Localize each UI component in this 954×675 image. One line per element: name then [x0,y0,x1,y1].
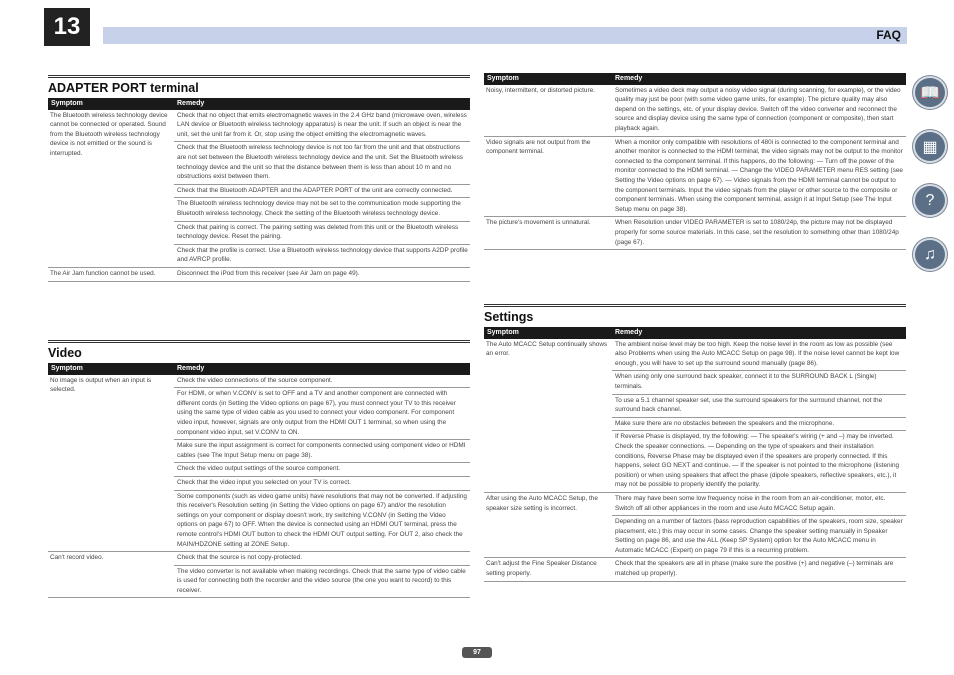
right-column [484,73,906,250]
table-row [48,110,470,142]
book-icon[interactable]: 📖 [913,76,947,109]
settings-table [484,327,906,582]
remedy-cell: Check the video output settings of the source component. [174,463,470,477]
remedy-cell: Check that the video input you selected on your TV is correct. [174,476,470,490]
remedy-cell: Some components (such as video game units) have resolutions that may not be converted. If adjusting this receiver's Resolution setting (in Setting the Video options on page 67) and/or the resolution settings on your component or display doesn't work, try switching V.CONV (in Setting the Video options on page 67) to OFF. When the device is connected using an HDMI OUT terminal, press the remote control's HDMI OUT button to check the HDMI OUT output setting. For OUT 2, also check the MAIN/HDZONE setting at ZONE Setup. [174,490,470,552]
remedy-cell: Depending on a number of factors (bass reproduction capabilities of the speakers, room size, speaker placement, etc.) this may occur in some cases. Change the speaker setting manually in Speaker Setting on page 86, and use the ALL (Keep SP System) option for the Auto MCACC menu in Automatic MCACC (Expert) on page 79 if this is a recurring problem. [612,516,906,558]
remedy-cell: The ambient noise level may be too high. Keep the noise level in the room as low as possible (see also Problems when using the Auto MCACC Setup on page 98). If the noise level cannot be kept low enough, you will have to set up the surround sound manually (page 86). [612,339,906,371]
left-column [48,75,470,282]
col-remedy: Remedy [174,98,470,110]
remedy-cell: When Resolution under VIDEO PARAMETER is set to 1080/24p, the picture may not be displayed properly for some source materials. In this case, set the resolution to something other than 1080/24p (page 67). [612,217,906,250]
table-row [484,558,906,581]
header-bar [103,27,907,44]
col-symptom: Symptom [48,363,174,375]
remedy-cell: Make sure there are no obstacles between the speakers and the microphone. [612,417,906,431]
symptom-cell: The picture's movement is unnatural. [484,217,612,250]
remedy-cell: Check that the speakers are all in phase (make sure the positive (+) and negative (–) terminals are matched up properly). [612,558,906,581]
table-row [48,552,470,566]
symptom-cell: The Bluetooth wireless technology device cannot be connected or operated. Sound from the Bluetooth wireless technology device is not emitted or the sound is interrupted. [48,110,174,268]
video-section-title: Video [48,340,470,360]
remedy-cell: Check that the source is not copy-protected. [174,552,470,566]
remedy-cell: If Reverse Phase is displayed, try the following: — The speaker's wiring (+ and –) may be inverted. Check the speaker connections. — Depending on the type of speakers and their installation conditions, Reverse Phase may be displayed even if the speakers are properly connected. If this happens, select GO NEXT and continue. — If the speaker is not pointed to the microphone (listening position) or when using speakers that affect the phase (dipole speakers, reflective speakers, etc.), it may not be possible to properly identify the polarity. [612,431,906,493]
video-column [48,340,470,598]
remedy-cell: There may have been some low frequency noise in the room from an air-conditioner, motor, etc. Switch off all other appliances in the room and use Auto MCACC Setup again. [612,492,906,515]
symptom-cell: No image is output when an input is selected. [48,375,174,552]
table-row [48,375,470,388]
col-remedy: Remedy [174,363,470,375]
table-row [484,217,906,250]
remedy-cell: Check that the Bluetooth wireless technology device is not too far from the unit and that obstructions are not set between the Bluetooth wireless technology device and the unit. Set the Bluetooth wireless technology device and the unit so that the distance between them is less than about 10 m and no obstructions exist between them. [174,142,470,184]
table-row [484,492,906,515]
chapter-number: 13 [44,8,90,46]
music-icon[interactable]: ♫ [913,238,947,271]
remedy-cell: Check the video connections of the source component. [174,375,470,388]
remedy-cell: For HDMI, or when V.CONV is set to OFF and a TV and another component are connected with different cords (in Setting the Video options on page 67), you must connect your TV to this receiver using the same type of video cable as you used to connect your video component. For component video input, however, signals are only output from the HDMI OUT 1 terminal, so when using the component video input, set V.CONV to ON. [174,388,470,440]
symptom-cell: After using the Auto MCACC Setup, the speaker size setting is incorrect. [484,492,612,558]
remedy-cell: To use a 5.1 channel speaker set, use the surround speakers for the surround channel, not the surround back channel. [612,394,906,417]
symptom-cell: The Air Jam function cannot be used. [48,267,174,281]
symptom-cell: Can't record video. [48,552,174,598]
help-icon[interactable]: ? [913,184,947,217]
remedy-cell: Check that no object that emits electromagnetic waves in the 2.4 GHz band (microwave oven, wireless LAN device or Bluetooth wireless technology apparatus) is near the unit. If such an object is near the unit, set the unit far from it. Or, stop using the object emitting the electromagnetic waves. [174,110,470,142]
video2-table [484,73,906,250]
col-symptom: Symptom [484,327,612,339]
table-row [484,85,906,136]
table-row [484,136,906,217]
remedy-cell: Disconnect the iPod from this receiver (see Air Jam on page 49). [174,267,470,281]
settings-section-title: Settings [484,304,906,324]
remedy-cell: When a monitor only compatible with resolutions of 480i is connected to the component terminal and another monitor is connected to the HDMI terminal, the video signals may not be output to the monitor connected to the component terminal. If this happens, do the following: — Turn off the power of the monitor connected to the HDMI terminal. — Change the VIDEO PARAMETER menu RES setting (see Setting the Video options on page 67). — Video signals from the HDMI terminal cannot be output to the component terminals. Input the video signals from the player or other source to the composite or component terminals. When using the component terminal, assign it at Input Setup (see The Input Setup menu on page 38). [612,136,906,217]
remedy-cell: Make sure the input assignment is correct for components connected using component video or HDMI cables (see The Input Setup menu on page 38). [174,440,470,463]
remedy-cell: The Bluetooth wireless technology device may not be set to the communication mode supporting the Bluetooth wireless technology. Check the setting of the Bluetooth wireless technology device. [174,198,470,221]
receiver-icon[interactable]: ▦ [913,130,947,163]
remedy-cell: Check that pairing is correct. The pairing setting was deleted from this unit or the Bluetooth wireless technology device. Reset the pairing. [174,221,470,244]
symptom-cell: Can't adjust the Fine Speaker Distance setting properly. [484,558,612,581]
remedy-cell: Check that the Bluetooth ADAPTER and the ADAPTER PORT of the unit are correctly connected. [174,184,470,198]
remedy-cell: When using only one surround back speaker, connect it to the SURROUND BACK L (Single) terminals. [612,371,906,394]
symptom-cell: Video signals are not output from the component terminal. [484,136,612,217]
col-symptom: Symptom [484,73,612,85]
symptom-cell: Noisy, intermittent, or distorted picture. [484,85,612,136]
table-row [484,339,906,371]
symptom-cell: The Auto MCACC Setup continually shows an error. [484,339,612,493]
adapter-section-title: ADAPTER PORT terminal [48,75,470,95]
adapter-table [48,98,470,282]
remedy-cell: Check that the profile is correct. Use a Bluetooth wireless technology device that supports A2DP profile and AVRCP profile. [174,244,470,267]
header-title: FAQ [876,28,901,42]
col-symptom: Symptom [48,98,174,110]
page-number: 97 [462,647,492,658]
col-remedy: Remedy [612,327,906,339]
col-remedy: Remedy [612,73,906,85]
video-table [48,363,470,598]
table-row [48,267,470,281]
remedy-cell: Sometimes a video deck may output a noisy video signal (during scanning, for example), or the video quality may just be poor (with some video game units, for example). The picture quality may also depend on the settings, etc. of your display device. Switch off the video converter and reconnect the source and display device using the same type of connection (component or composite), then start playback again. [612,85,906,136]
settings-column [484,304,906,582]
remedy-cell: The video converter is not available when making recordings. Check that the same type of video cable is used for connecting both the recorder and the video source (the one you want to record) to this receiver. [174,565,470,598]
